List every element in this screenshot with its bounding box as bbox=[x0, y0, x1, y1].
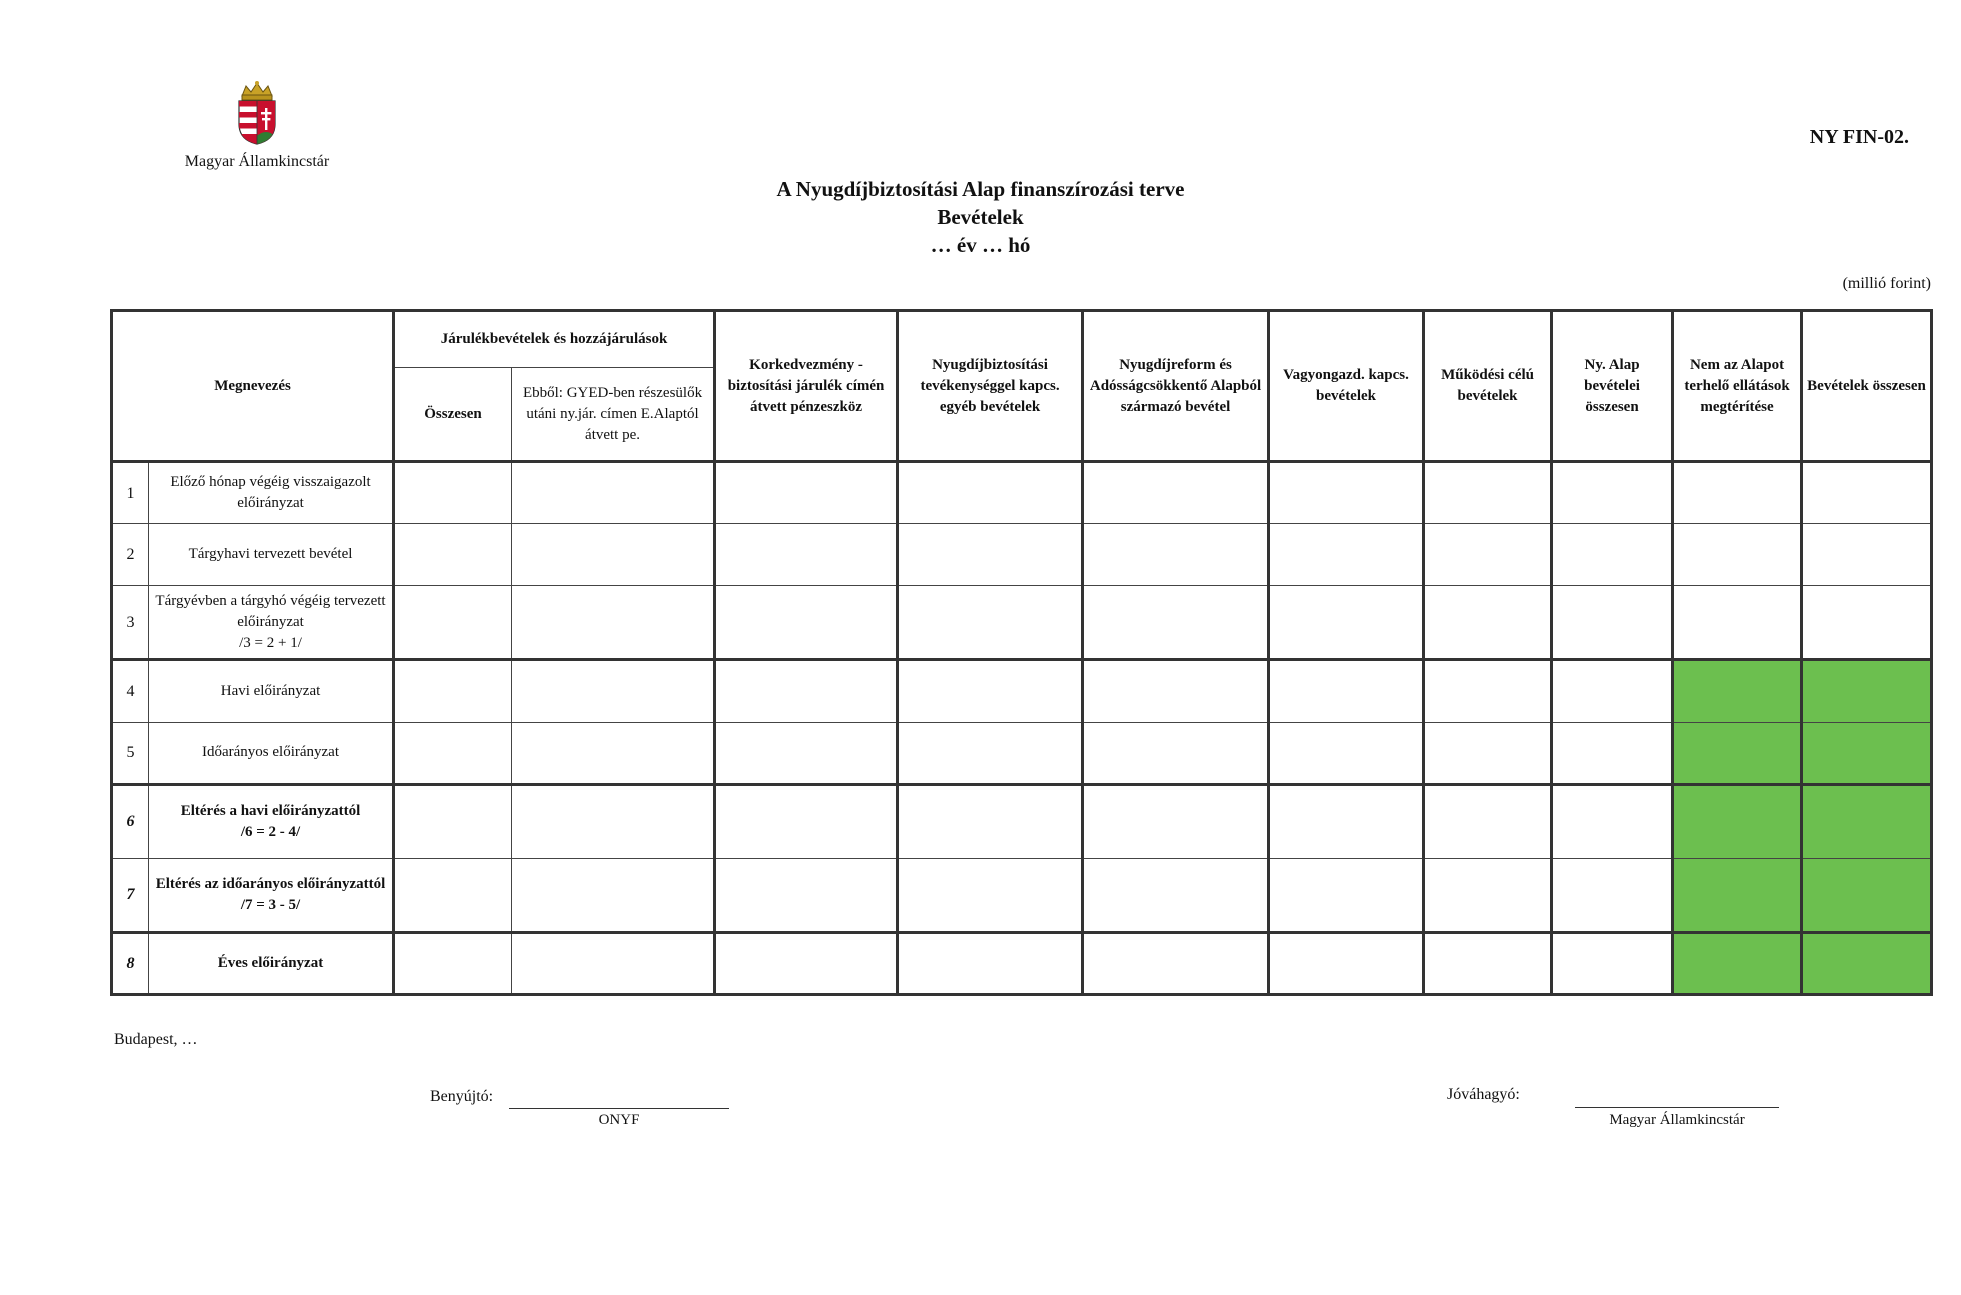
table-row bbox=[112, 858, 1932, 932]
table-row bbox=[112, 932, 1932, 994]
cell-input[interactable] bbox=[512, 586, 715, 660]
row-number: 2 bbox=[112, 524, 149, 586]
header-nyugdijreform: Nyugdíjreform és Adósságcsökkentő Alapból származó bevétel bbox=[1083, 311, 1269, 462]
highlighted-cell bbox=[1802, 932, 1932, 994]
cell-input[interactable] bbox=[512, 722, 715, 784]
org-name: Magyar Államkincstár bbox=[184, 153, 330, 170]
highlighted-cell bbox=[1673, 932, 1802, 994]
row-number: 4 bbox=[112, 660, 149, 722]
cell-input[interactable] bbox=[1269, 462, 1424, 524]
row-label-cell bbox=[149, 586, 394, 660]
cell-input[interactable] bbox=[1083, 524, 1269, 586]
cell-input[interactable] bbox=[1083, 462, 1269, 524]
cell-input[interactable] bbox=[715, 524, 898, 586]
approver-label: Jóváhagyó: bbox=[1447, 1086, 1520, 1103]
highlighted-cell bbox=[1802, 858, 1932, 932]
cell-input[interactable] bbox=[512, 660, 715, 722]
cell-input[interactable] bbox=[715, 462, 898, 524]
table-row bbox=[112, 586, 1932, 660]
cell-input[interactable] bbox=[898, 524, 1083, 586]
cell-input[interactable] bbox=[1269, 660, 1424, 722]
cell-input[interactable] bbox=[1269, 524, 1424, 586]
submitter-signature-line[interactable] bbox=[509, 1108, 729, 1109]
period: … év … hó bbox=[930, 233, 1031, 257]
row-number: 6 bbox=[112, 784, 149, 858]
cell-input[interactable] bbox=[1424, 524, 1552, 586]
cell-input[interactable] bbox=[512, 524, 715, 586]
page-subtitle: Bevételek bbox=[937, 205, 1024, 229]
cell-input[interactable] bbox=[1424, 784, 1552, 858]
cell-input[interactable] bbox=[394, 932, 512, 994]
table-row bbox=[112, 784, 1932, 858]
cell-input[interactable] bbox=[1269, 858, 1424, 932]
cell-input[interactable] bbox=[1269, 722, 1424, 784]
hungarian-coat-of-arms-icon bbox=[234, 80, 280, 146]
header-osszesen: Összesen bbox=[394, 368, 512, 462]
cell-input[interactable] bbox=[1424, 660, 1552, 722]
cell-input[interactable] bbox=[1269, 784, 1424, 858]
row-label: Tárgyévben a tárgyhó végéig tervezett előirányzat bbox=[155, 592, 386, 630]
row-label: Tárgyhavi tervezett bevétel bbox=[149, 524, 394, 586]
cell-input[interactable] bbox=[1083, 722, 1269, 784]
cell-input[interactable] bbox=[1673, 462, 1802, 524]
cell-input[interactable] bbox=[512, 858, 715, 932]
cell-input[interactable] bbox=[1424, 932, 1552, 994]
cell-input[interactable] bbox=[898, 586, 1083, 660]
row-label-cell bbox=[149, 858, 394, 932]
table-row bbox=[112, 722, 1932, 784]
cell-input[interactable] bbox=[1424, 858, 1552, 932]
table-row bbox=[112, 462, 1932, 524]
row-label: Havi előirányzat bbox=[149, 660, 394, 722]
header-nyugdijbiztositasi: Nyugdíjbiztosítási tevékenységgel kapcs. egyéb bevételek bbox=[898, 311, 1083, 462]
submitter-org: ONYF bbox=[598, 1112, 640, 1128]
cell-input[interactable] bbox=[1552, 462, 1673, 524]
cell-input[interactable] bbox=[394, 462, 512, 524]
cell-input[interactable] bbox=[1673, 524, 1802, 586]
page-title: A Nyugdíjbiztosítási Alap finanszírozási terve bbox=[776, 177, 1185, 201]
cell-input[interactable] bbox=[394, 660, 512, 722]
cell-input[interactable] bbox=[394, 722, 512, 784]
cell-input[interactable] bbox=[1802, 524, 1932, 586]
header-vagyongazd: Vagyongazd. kapcs. bevételek bbox=[1269, 311, 1424, 462]
header-nem-alap: Nem az Alapot terhelő ellátások megtérítése bbox=[1673, 311, 1802, 462]
row-number: 8 bbox=[112, 932, 149, 994]
cell-input[interactable] bbox=[394, 858, 512, 932]
header-mukodesi: Működési célú bevételek bbox=[1424, 311, 1552, 462]
cell-input[interactable] bbox=[1083, 858, 1269, 932]
cell-input[interactable] bbox=[715, 784, 898, 858]
title-block bbox=[0, 175, 1961, 259]
cell-input[interactable] bbox=[394, 586, 512, 660]
cell-input[interactable] bbox=[1552, 858, 1673, 932]
cell-input[interactable] bbox=[1424, 586, 1552, 660]
form-code: NY FIN-02. bbox=[1809, 126, 1909, 148]
row-number: 3 bbox=[112, 586, 149, 660]
row-formula: /3 = 2 + 1/ bbox=[239, 634, 302, 651]
cell-input[interactable] bbox=[1083, 660, 1269, 722]
cell-input[interactable] bbox=[1802, 462, 1932, 524]
cell-input[interactable] bbox=[898, 462, 1083, 524]
row-label: Időarányos előirányzat bbox=[149, 722, 394, 784]
submitter-label: Benyújtó: bbox=[430, 1088, 494, 1105]
header-group-contributions: Járulékbevételek és hozzájárulások bbox=[394, 311, 715, 368]
row-label: Eltérés a havi előirányzattól bbox=[180, 802, 361, 819]
cell-input[interactable] bbox=[715, 858, 898, 932]
unit-label: (millió forint) bbox=[1842, 275, 1931, 292]
approver-signature-line[interactable] bbox=[1575, 1107, 1779, 1108]
table-row bbox=[112, 660, 1932, 722]
cell-input[interactable] bbox=[394, 524, 512, 586]
cell-input[interactable] bbox=[1552, 524, 1673, 586]
cell-input[interactable] bbox=[898, 932, 1083, 994]
row-number: 5 bbox=[112, 722, 149, 784]
cell-input[interactable] bbox=[1269, 932, 1424, 994]
cell-input[interactable] bbox=[1673, 586, 1802, 660]
row-formula: /6 = 2 - 4/ bbox=[240, 823, 301, 840]
place-date: Budapest, … bbox=[114, 1031, 198, 1048]
row-label-cell bbox=[149, 784, 394, 858]
cell-input[interactable] bbox=[512, 462, 715, 524]
highlighted-cell bbox=[1673, 660, 1802, 722]
highlighted-cell bbox=[1802, 660, 1932, 722]
header-bevetelek-total: Bevételek összesen bbox=[1802, 311, 1932, 462]
cell-input[interactable] bbox=[1552, 660, 1673, 722]
cell-input[interactable] bbox=[512, 932, 715, 994]
cell-input[interactable] bbox=[1552, 784, 1673, 858]
cell-input[interactable] bbox=[394, 784, 512, 858]
cell-input[interactable] bbox=[715, 932, 898, 994]
cell-input[interactable] bbox=[1083, 784, 1269, 858]
row-label: Éves előirányzat bbox=[149, 932, 394, 994]
approver-org: Magyar Államkincstár bbox=[1609, 1112, 1745, 1128]
highlighted-cell bbox=[1802, 722, 1932, 784]
row-number: 7 bbox=[112, 858, 149, 932]
row-formula: /7 = 3 - 5/ bbox=[240, 896, 301, 913]
cell-input[interactable] bbox=[1552, 722, 1673, 784]
header-korkedvezmeny: Korkedvezmény - biztosítási járulék címén átvett pénzeszköz bbox=[715, 311, 898, 462]
cell-input[interactable] bbox=[1552, 932, 1673, 994]
cell-input[interactable] bbox=[715, 660, 898, 722]
cell-input[interactable] bbox=[715, 722, 898, 784]
table-row bbox=[112, 524, 1932, 586]
highlighted-cell bbox=[1673, 722, 1802, 784]
highlighted-cell bbox=[1673, 784, 1802, 858]
header-name: Megnevezés bbox=[112, 311, 394, 462]
cell-input[interactable] bbox=[715, 586, 898, 660]
header-gyed: Ebből: GYED-ben részesülők utáni ny.jár. címen E.Alaptól átvett pe. bbox=[512, 368, 715, 462]
cell-input[interactable] bbox=[512, 784, 715, 858]
header-ny-alap-total: Ny. Alap bevételei összesen bbox=[1552, 311, 1673, 462]
cell-input[interactable] bbox=[898, 784, 1083, 858]
highlighted-cell bbox=[1673, 858, 1802, 932]
row-number: 1 bbox=[112, 462, 149, 524]
cell-input[interactable] bbox=[1083, 586, 1269, 660]
cell-input[interactable] bbox=[898, 660, 1083, 722]
cell-input[interactable] bbox=[1802, 586, 1932, 660]
row-label: Előző hónap végéig visszaigazolt előirányzat bbox=[149, 462, 394, 524]
cell-input[interactable] bbox=[1424, 722, 1552, 784]
cell-input[interactable] bbox=[1269, 586, 1424, 660]
row-label: Eltérés az időarányos előirányzattól bbox=[155, 875, 386, 892]
cell-input[interactable] bbox=[1083, 932, 1269, 994]
highlighted-cell bbox=[1802, 784, 1932, 858]
financing-plan-table bbox=[110, 309, 1933, 996]
cell-input[interactable] bbox=[1552, 586, 1673, 660]
cell-input[interactable] bbox=[1424, 462, 1552, 524]
cell-input[interactable] bbox=[898, 858, 1083, 932]
cell-input[interactable] bbox=[898, 722, 1083, 784]
